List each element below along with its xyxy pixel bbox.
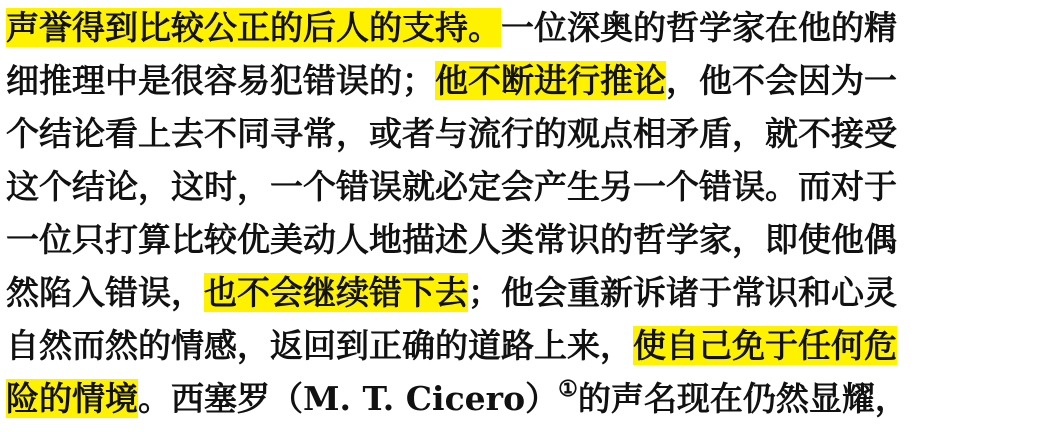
highlighted-text: 声誉得到比较公正的后人的支持。 [6,8,501,47]
highlighted-text: 险的情境 [6,379,138,418]
text-line-7 [6,321,897,371]
text-line-1 [6,3,897,53]
body-text: 一位只打算比较优美动人地描述人类常识的哲学家，即使他偶 [6,220,897,259]
body-text: 这个结论，这时，一个错误就必定会产生另一个错误。而对于 [6,167,897,206]
text-line-4 [6,162,897,212]
body-text: 自然而然的情感，返回到正确的道路上来， [6,326,633,365]
body-text: 一位深奥的哲学家在他的精 [501,8,897,47]
body-text: 。西塞罗（M. T. Cicero） [138,379,559,418]
body-text: 个结论看上去不同寻常，或者与流行的观点相矛盾，就不接受 [6,114,897,153]
footnote-marker[interactable]: ① [558,376,578,402]
highlighted-text: 使自己免于任何危 [633,326,897,365]
text-line-6 [6,268,897,318]
highlighted-text: 他不断进行推论 [435,61,666,100]
body-text: ，他不会因为一 [666,61,897,100]
text-line-2 [6,56,897,106]
body-text: 细推理中是很容易犯错误的； [6,61,435,100]
body-text: ；他会重新诉诸于常识和心灵 [468,273,897,312]
highlighted-text: 也不会继续错下去 [204,273,468,312]
body-text: 的声名现在仍然显耀， [577,379,908,418]
body-text: 然陷入错误， [6,273,204,312]
text-line-3 [6,109,897,159]
text-line-5 [6,215,897,265]
text-line-8 [6,374,908,424]
